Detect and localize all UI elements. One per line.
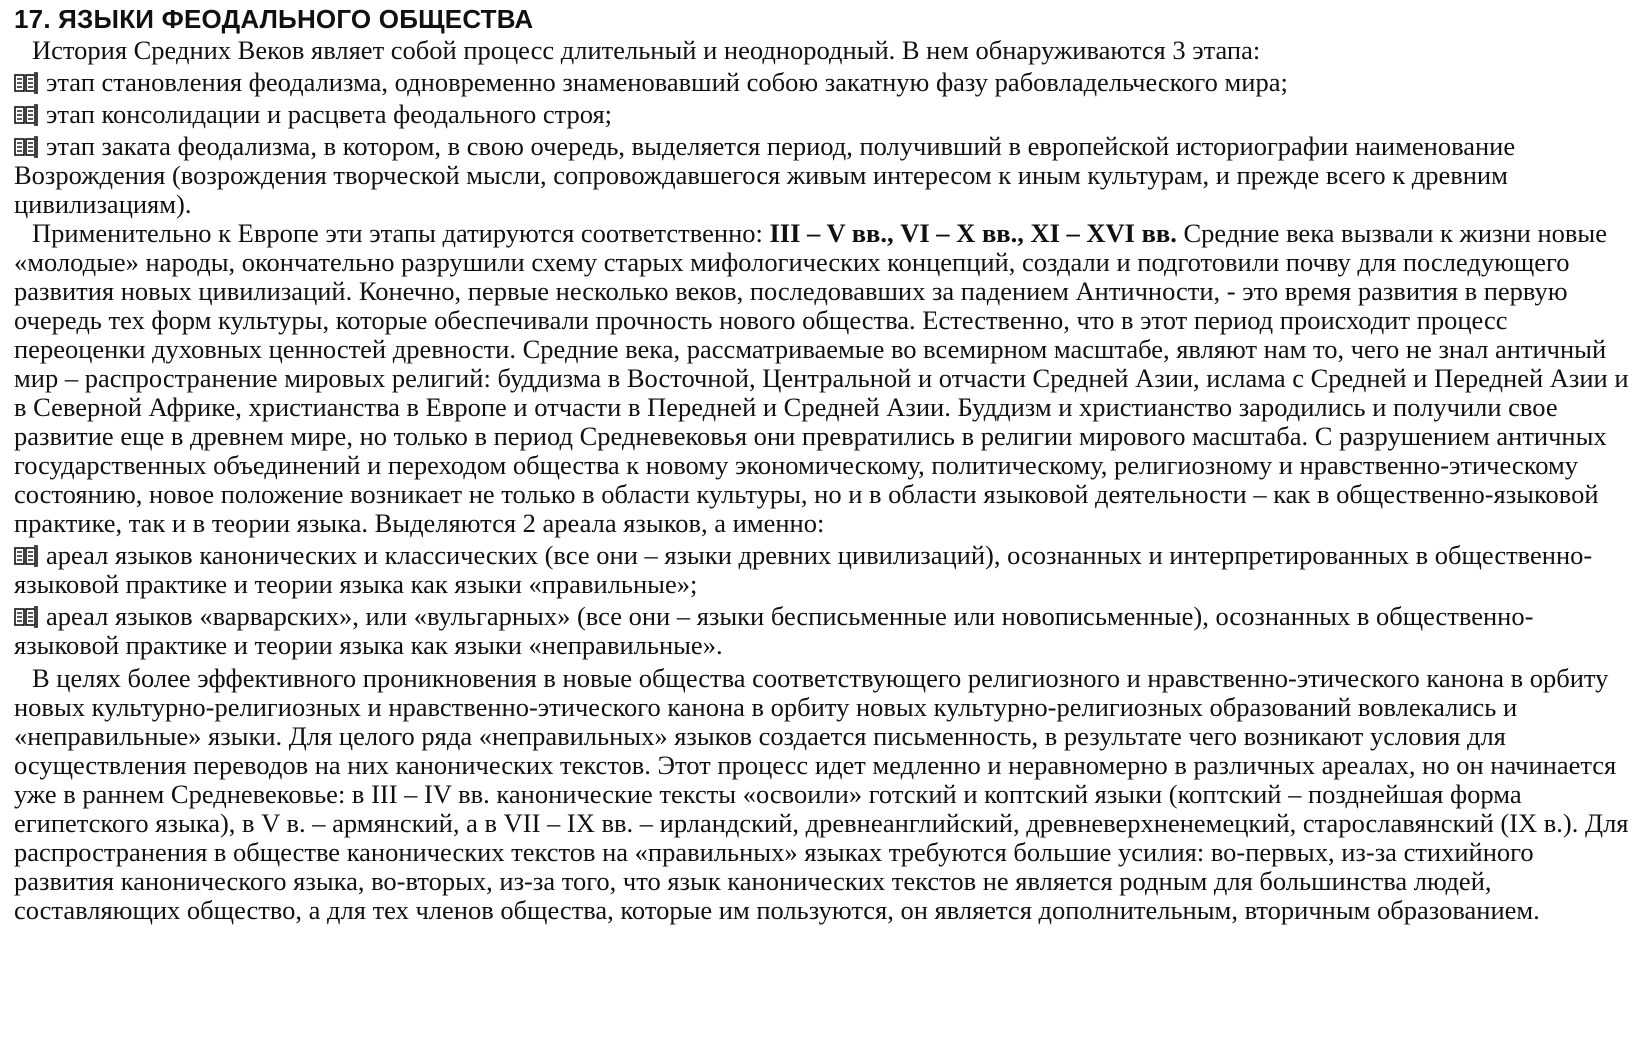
period-label: III – V вв. <box>769 218 887 248</box>
period-separator: , <box>886 218 894 248</box>
intro-paragraph: История Средних Веков являет собой процесс длительный и неоднородный. В нем обнаруживаются 3 этапа: <box>32 35 1261 65</box>
area-item <box>14 602 1636 660</box>
stage-text: этап консолидации и расцвета феодального строя; <box>46 99 613 129</box>
book-bullet-icon <box>14 545 38 567</box>
conclusion-paragraph: В целях более эффективного проникновения в новые общества соответствующего религиозного и нравственно-этического канона в орбиту новых культурно-религиозных и нравственно-этического канона в орбиту новых культурно-религиозных образований вовлекались и «неправильные» языки. Для целого ряда «неправильных» языков создается письменность, в результате чего возникают условия для осуществления переводов на них канонических текстов. Этот процесс идет медленно и неравномерно в различных ареалах, но он начинается уже в раннем Средневековье: в III – IV вв. канонические тексты «освоили» готский и коптский языки (коптский – позднейшая форма египетского языка), в V в. – армянский, а в VII – IX вв. – ирландский, древнеанглийский, древневерхненемецкий, старославянский (IX в.). Для распространения в обществе канонических текстов на «правильных» языках требуются большие усилия: во-первых, из-за стихийного развития канонического языка, во-вторых, из-за того, что язык канонических текстов не является родным для большинства людей, составляющих общество, а для тех членов общества, которые им пользуются, он является дополнительным, вторичным образованием. <box>14 663 1629 925</box>
stage-item <box>14 100 1636 129</box>
dating-lead: Применительно к Европе эти этапы датируются соответственно: <box>32 218 763 248</box>
period-label: VI – X вв. <box>900 218 1018 248</box>
area-text: ареал языков «варварских», или «вульгарных» (все они – языки бесписьменные или новописьменные), осознанных в общественно-языковой практике и теории языка как языки «неправильные». <box>14 601 1534 660</box>
period-separator: , <box>1017 218 1024 248</box>
stage-text: этап заката феодализма, в котором, в свою очередь, выделяется период, получивший в европейской историографии наименование Возрождения (возрождения творческой мысли, сопровождавшегося живым интересом к иным культурам, и прежде всего к древним цивилизациям). <box>14 131 1516 219</box>
section-title: 17. ЯЗЫКИ ФЕОДАЛЬНОГО ОБЩЕСТВА <box>14 4 534 34</box>
book-bullet-icon <box>14 72 38 94</box>
period-label: XI – XVI вв. <box>1030 218 1177 248</box>
book-bullet-icon <box>14 136 38 158</box>
document-body <box>14 36 1636 925</box>
stage-text: этап становления феодализма, одновременно знаменовавший собою закатную фазу рабовладельческого мира; <box>46 67 1288 97</box>
stage-item <box>14 68 1636 97</box>
dating-paragraph <box>14 219 1636 538</box>
dating-body: Средние века вызвали к жизни новые «молодые» народы, окончательно разрушили схему старых мифологических концепций, создали и подготовили почву для последующего развития новых цивилизаций. Конечно, первые несколько веков, последовавших за падением Античности, - это время развития в первую очередь тех форм культуры, которые обеспечивали прочность нового общества. Естественно, что в этот период происходит процесс переоценки духовных ценностей древности. Средние века, рассматриваемые во всемирном масштабе, являют нам то, чего не знал античный мир – распространение мировых религий: буддизма в Восточной, Центральной и отчасти Средней Азии, ислама с Средней и Передней Азии и в Северной Африке, христианства в Европе и отчасти в Передней и Средней Азии. Буддизм и христианство зародились и получили свое развитие еще в древнем мире, но только в период Средневековья они превратились в религии мирового масштаба. С разрушением античных государственных объединений и переходом общества к новому экономическому, политическому, религиозному и нравственно-этическому состоянию, новое положение возникает не только в области культуры, но и в области языковой деятельности – как в общественно-языковой практике, так и в теории языка. Выделяются 2 ареала языков, а именно: <box>14 218 1629 538</box>
book-bullet-icon <box>14 104 38 126</box>
book-bullet-icon <box>14 606 38 628</box>
area-text: ареал языков канонических и классических (все они – языки древних цивилизаций), осознанных и интерпретированных в общественно-языковой практике и теории языка как языки «правильные»; <box>14 540 1593 599</box>
area-item <box>14 541 1636 599</box>
stage-item <box>14 132 1636 219</box>
